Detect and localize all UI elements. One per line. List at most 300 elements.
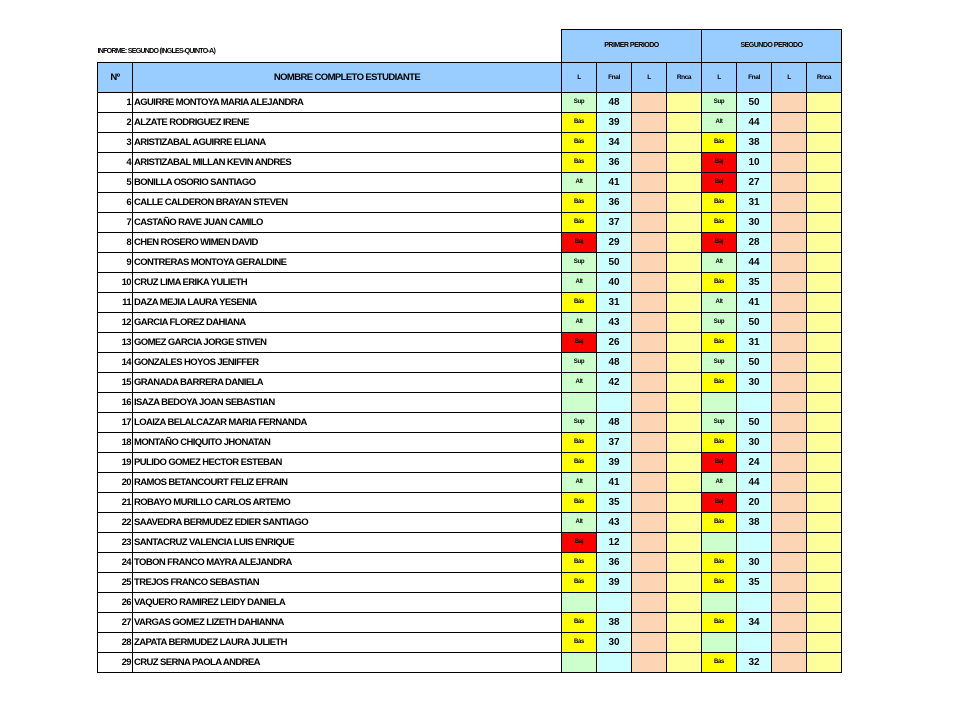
- student-number: 25: [98, 572, 133, 592]
- p1-level-cell: [632, 212, 667, 232]
- p2-level-cell: [772, 272, 807, 292]
- p1-recovery-cell: [667, 212, 702, 232]
- student-name: ISAZA BEDOYA JOAN SEBASTIAN: [133, 392, 562, 412]
- table-row: [98, 272, 842, 292]
- p2-performance-level: Bás: [702, 572, 737, 592]
- p2-final-grade: 44: [737, 472, 772, 492]
- student-name: PULIDO GOMEZ HECTOR ESTEBAN: [133, 452, 562, 472]
- student-number: 16: [98, 392, 133, 412]
- p1-level-cell: [632, 432, 667, 452]
- p1-performance-level: Sup: [562, 92, 597, 112]
- p2-performance-level: Bás: [702, 512, 737, 532]
- p1-final-grade: 39: [597, 572, 632, 592]
- p2-level-cell: [772, 292, 807, 312]
- p1-final-grade: 39: [597, 452, 632, 472]
- p1-performance-level: Bás: [562, 432, 597, 452]
- p2-level-cell: [772, 452, 807, 472]
- p1-level-cell: [632, 592, 667, 612]
- p2-recovery-cell: [807, 632, 842, 652]
- p2-final-grade: 41: [737, 292, 772, 312]
- p1-recovery-cell: [667, 412, 702, 432]
- p2-final-grade: 50: [737, 92, 772, 112]
- p2-performance-level: [702, 632, 737, 652]
- p2-performance-level: Bás: [702, 372, 737, 392]
- p2-level-cell: [772, 492, 807, 512]
- p2-performance-level: Baj: [702, 232, 737, 252]
- p2-recovery-cell: [807, 532, 842, 552]
- p2-recovery-cell: [807, 432, 842, 452]
- student-name: ARISTIZABAL MILLAN KEVIN ANDRES: [133, 152, 562, 172]
- p2-performance-level: Sup: [702, 352, 737, 372]
- table-row: [98, 472, 842, 492]
- p1-final-grade: 41: [597, 172, 632, 192]
- p2-level-cell: [772, 412, 807, 432]
- p1-recovery-cell: [667, 572, 702, 592]
- student-name: BONILLA OSORIO SANTIAGO: [133, 172, 562, 192]
- name-header: NOMBRE COMPLETO ESTUDIANTE: [133, 62, 562, 92]
- p1-performance-level: [562, 392, 597, 412]
- table-row: [98, 372, 842, 392]
- p1-performance-level: Sup: [562, 352, 597, 372]
- p2-level-cell: [772, 612, 807, 632]
- p1-final-grade: 39: [597, 112, 632, 132]
- student-number: 23: [98, 532, 133, 552]
- p1-performance-level: Alt: [562, 372, 597, 392]
- table-row: [98, 292, 842, 312]
- p2-final-grade: 28: [737, 232, 772, 252]
- student-name: SANTACRUZ VALENCIA LUIS ENRIQUE: [133, 532, 562, 552]
- p1-recovery-cell: [667, 652, 702, 672]
- p2-level-cell: [772, 532, 807, 552]
- student-name: CRUZ SERNA PAOLA ANDREA: [133, 652, 562, 672]
- student-number: 12: [98, 312, 133, 332]
- p1-final-grade: 48: [597, 352, 632, 372]
- p1-recovery-cell: [667, 592, 702, 612]
- p1-level-cell: [632, 412, 667, 432]
- p2-performance-level: Bás: [702, 612, 737, 632]
- student-name: GRANADA BARRERA DANIELA: [133, 372, 562, 392]
- p2-level-cell: [772, 432, 807, 452]
- p1-final-grade: 36: [597, 192, 632, 212]
- p1-performance-level: Baj: [562, 532, 597, 552]
- p1-level-cell: [632, 312, 667, 332]
- p1-performance-level: [562, 592, 597, 612]
- p2-level-cell: [772, 212, 807, 232]
- p1-final-header: Fnal: [597, 62, 632, 92]
- student-number: 29: [98, 652, 133, 672]
- p1-performance-level: Bás: [562, 552, 597, 572]
- student-number: 10: [98, 272, 133, 292]
- student-number: 2: [98, 112, 133, 132]
- table-row: [98, 172, 842, 192]
- p2-recovery-cell: [807, 92, 842, 112]
- student-name: ALZATE RODRIGUEZ IRENE: [133, 112, 562, 132]
- p2-performance-level: [702, 532, 737, 552]
- p1-performance-level: Sup: [562, 252, 597, 272]
- p2-final-grade: 34: [737, 612, 772, 632]
- student-name: GARCIA FLOREZ DAHIANA: [133, 312, 562, 332]
- student-number: 18: [98, 432, 133, 452]
- p2-performance-level: Baj: [702, 452, 737, 472]
- p2-recovery-cell: [807, 372, 842, 392]
- p1-performance-level: Bás: [562, 492, 597, 512]
- p2-performance-level: Baj: [702, 152, 737, 172]
- student-name: TOBON FRANCO MAYRA ALEJANDRA: [133, 552, 562, 572]
- table-row: [98, 532, 842, 552]
- table-row: [98, 212, 842, 232]
- p2-recovery-cell: [807, 232, 842, 252]
- p1-recovery-cell: [667, 132, 702, 152]
- student-name: AGUIRRE MONTOYA MARIA ALEJANDRA: [133, 92, 562, 112]
- p2-level-cell: [772, 312, 807, 332]
- p2-performance-level: Bás: [702, 132, 737, 152]
- p2-level-cell: [772, 632, 807, 652]
- table-row: [98, 612, 842, 632]
- p1-final-grade: 50: [597, 252, 632, 272]
- p1-level-cell: [632, 472, 667, 492]
- student-name: DAZA MEJIA LAURA YESENIA: [133, 292, 562, 312]
- p1-level2-header: L: [632, 62, 667, 92]
- p1-level-cell: [632, 152, 667, 172]
- p2-final-grade: 31: [737, 332, 772, 352]
- p1-final-grade: 37: [597, 432, 632, 452]
- p1-level-cell: [632, 372, 667, 392]
- p1-performance-level: Bás: [562, 452, 597, 472]
- p2-performance-level: Bás: [702, 332, 737, 352]
- p2-level-cell: [772, 92, 807, 112]
- p1-final-grade: 41: [597, 472, 632, 492]
- grades-table: [97, 29, 842, 673]
- p1-level-cell: [632, 572, 667, 592]
- p1-recovery-cell: [667, 252, 702, 272]
- student-number: 20: [98, 472, 133, 492]
- p1-level-cell: [632, 272, 667, 292]
- p2-final-grade: 50: [737, 412, 772, 432]
- p2-performance-level: Baj: [702, 172, 737, 192]
- p2-recovery-cell: [807, 192, 842, 212]
- p1-recovery-cell: [667, 352, 702, 372]
- p1-performance-level: Bás: [562, 632, 597, 652]
- student-number: 19: [98, 452, 133, 472]
- student-number: 6: [98, 192, 133, 212]
- p1-final-grade: 35: [597, 492, 632, 512]
- student-name: VAQUERO RAMIREZ LEIDY DANIELA: [133, 592, 562, 612]
- p2-level-cell: [772, 652, 807, 672]
- column-header-row: [98, 62, 842, 92]
- p2-recovery-cell: [807, 612, 842, 632]
- p2-level-cell: [772, 192, 807, 212]
- table-row: [98, 92, 842, 112]
- p2-level-cell: [772, 232, 807, 252]
- student-number: 26: [98, 592, 133, 612]
- p1-performance-level: Bás: [562, 292, 597, 312]
- p1-performance-level: Bás: [562, 612, 597, 632]
- p1-recovery-cell: [667, 232, 702, 252]
- p1-level-cell: [632, 352, 667, 372]
- p1-final-grade: 43: [597, 512, 632, 532]
- p2-recovery-cell: [807, 272, 842, 292]
- p2-final-grade: [737, 392, 772, 412]
- student-number: 4: [98, 152, 133, 172]
- p1-final-grade: 48: [597, 92, 632, 112]
- p1-final-grade: 37: [597, 212, 632, 232]
- p2-final-grade: 30: [737, 432, 772, 452]
- p1-final-grade: 30: [597, 632, 632, 652]
- p1-level-cell: [632, 332, 667, 352]
- student-name: ROBAYO MURILLO CARLOS ARTEMO: [133, 492, 562, 512]
- p2-final-grade: 35: [737, 572, 772, 592]
- p1-level-cell: [632, 492, 667, 512]
- p2-recovery-cell: [807, 492, 842, 512]
- p2-recovery-cell: [807, 172, 842, 192]
- p1-performance-level: Baj: [562, 232, 597, 252]
- table-row: [98, 572, 842, 592]
- p2-performance-level: [702, 392, 737, 412]
- table-row: [98, 512, 842, 532]
- p2-recovery-cell: [807, 352, 842, 372]
- p1-recovery-cell: [667, 532, 702, 552]
- p1-performance-level: Alt: [562, 272, 597, 292]
- p2-final-grade: 24: [737, 452, 772, 472]
- p1-recovery-cell: [667, 432, 702, 452]
- p2-level-header: L: [702, 62, 737, 92]
- p2-final-grade: [737, 532, 772, 552]
- p1-recovery-cell: [667, 172, 702, 192]
- p1-level-cell: [632, 532, 667, 552]
- student-number: 7: [98, 212, 133, 232]
- student-name: SAAVEDRA BERMUDEZ EDIER SANTIAGO: [133, 512, 562, 532]
- p2-level-cell: [772, 512, 807, 532]
- p1-performance-level: Bás: [562, 212, 597, 232]
- p2-performance-level: Bás: [702, 212, 737, 232]
- p2-level-cell: [772, 352, 807, 372]
- p1-level-cell: [632, 252, 667, 272]
- p2-performance-level: Alt: [702, 112, 737, 132]
- p1-recovery-cell: [667, 372, 702, 392]
- p1-recovery-cell: [667, 492, 702, 512]
- p1-performance-level: Alt: [562, 472, 597, 492]
- p1-level-cell: [632, 612, 667, 632]
- p2-recovery-cell: [807, 332, 842, 352]
- p1-recovery-cell: [667, 472, 702, 492]
- table-row: [98, 112, 842, 132]
- p1-level-cell: [632, 512, 667, 532]
- p2-performance-level: Sup: [702, 312, 737, 332]
- p2-level-cell: [772, 392, 807, 412]
- p1-level-cell: [632, 552, 667, 572]
- student-number: 22: [98, 512, 133, 532]
- p2-performance-level: [702, 592, 737, 612]
- student-name: TREJOS FRANCO SEBASTIAN: [133, 572, 562, 592]
- p1-level-cell: [632, 392, 667, 412]
- student-name: CASTAÑO RAVE JUAN CAMILO: [133, 212, 562, 232]
- p2-performance-level: Baj: [702, 492, 737, 512]
- student-name: VARGAS GOMEZ LIZETH DAHIANNA: [133, 612, 562, 632]
- p1-recovery-cell: [667, 632, 702, 652]
- p1-recovery-cell: [667, 332, 702, 352]
- report-title: INFORME: SEGUNDO (INGLES-QUINTO-A): [97, 47, 216, 55]
- table-row: [98, 632, 842, 652]
- student-number: 27: [98, 612, 133, 632]
- p1-level-cell: [632, 112, 667, 132]
- p1-performance-level: Bás: [562, 112, 597, 132]
- p2-final-header: Fnal: [737, 62, 772, 92]
- p2-final-grade: 30: [737, 372, 772, 392]
- student-number: 17: [98, 412, 133, 432]
- p1-recovery-cell: [667, 312, 702, 332]
- student-number: 11: [98, 292, 133, 312]
- student-number: 24: [98, 552, 133, 572]
- table-row: [98, 492, 842, 512]
- p1-recovery-cell: [667, 612, 702, 632]
- p2-level-cell: [772, 552, 807, 572]
- p2-level-cell: [772, 472, 807, 492]
- p1-level-cell: [632, 652, 667, 672]
- p1-final-grade: 34: [597, 132, 632, 152]
- student-name: GOMEZ GARCIA JORGE STIVEN: [133, 332, 562, 352]
- p2-final-grade: 38: [737, 132, 772, 152]
- p2-final-grade: 10: [737, 152, 772, 172]
- p2-final-grade: 38: [737, 512, 772, 532]
- p2-level2-header: L: [772, 62, 807, 92]
- p2-level-cell: [772, 592, 807, 612]
- p1-final-grade: 29: [597, 232, 632, 252]
- table-row: [98, 232, 842, 252]
- p1-recovery-cell: [667, 192, 702, 212]
- p1-recovery-cell: [667, 112, 702, 132]
- p1-level-cell: [632, 192, 667, 212]
- table-row: [98, 412, 842, 432]
- student-name: CRUZ LIMA ERIKA YULIETH: [133, 272, 562, 292]
- student-name: CONTRERAS MONTOYA GERALDINE: [133, 252, 562, 272]
- table-row: [98, 592, 842, 612]
- p1-recovery-cell: [667, 512, 702, 532]
- p1-recovery-cell: [667, 552, 702, 572]
- table-row: [98, 252, 842, 272]
- student-number: 8: [98, 232, 133, 252]
- p2-performance-level: Sup: [702, 412, 737, 432]
- table-row: [98, 652, 842, 672]
- student-number: 14: [98, 352, 133, 372]
- p2-performance-level: Sup: [702, 92, 737, 112]
- table-row: [98, 552, 842, 572]
- p1-level-cell: [632, 292, 667, 312]
- p1-level-cell: [632, 92, 667, 112]
- p1-performance-level: Alt: [562, 312, 597, 332]
- p1-final-grade: 38: [597, 612, 632, 632]
- student-number: 5: [98, 172, 133, 192]
- p1-final-grade: 36: [597, 152, 632, 172]
- student-name: ARISTIZABAL AGUIRRE ELIANA: [133, 132, 562, 152]
- p2-recovery-cell: [807, 312, 842, 332]
- student-number: 28: [98, 632, 133, 652]
- p1-final-grade: 12: [597, 532, 632, 552]
- p2-recovery-cell: [807, 212, 842, 232]
- p1-performance-level: Baj: [562, 332, 597, 352]
- p2-final-grade: 32: [737, 652, 772, 672]
- student-name: RAMOS BETANCOURT FELIZ EFRAIN: [133, 472, 562, 492]
- p2-final-grade: 20: [737, 492, 772, 512]
- p2-performance-level: Bás: [702, 552, 737, 572]
- student-number: 1: [98, 92, 133, 112]
- p2-level-cell: [772, 372, 807, 392]
- p1-final-grade: 48: [597, 412, 632, 432]
- p2-recovery-cell: [807, 132, 842, 152]
- student-name: LOAIZA BELALCAZAR MARIA FERNANDA: [133, 412, 562, 432]
- p2-final-grade: 27: [737, 172, 772, 192]
- p2-performance-level: Bás: [702, 192, 737, 212]
- p2-performance-level: Bás: [702, 652, 737, 672]
- p1-performance-level: Bás: [562, 152, 597, 172]
- student-name: GONZALES HOYOS JENIFFER: [133, 352, 562, 372]
- student-name: ZAPATA BERMUDEZ LAURA JULIETH: [133, 632, 562, 652]
- p2-recovery-cell: [807, 512, 842, 532]
- p2-recovery-cell: [807, 292, 842, 312]
- p1-final-grade: [597, 652, 632, 672]
- p1-level-header: L: [562, 62, 597, 92]
- p1-final-grade: [597, 392, 632, 412]
- p2-final-grade: [737, 632, 772, 652]
- p1-performance-level: Alt: [562, 512, 597, 532]
- student-number: 13: [98, 332, 133, 352]
- p1-recovery-cell: [667, 272, 702, 292]
- student-name: MONTAÑO CHIQUITO JHONATAN: [133, 432, 562, 452]
- p1-recovery-cell: [667, 152, 702, 172]
- p2-recovery-cell: [807, 572, 842, 592]
- p2-performance-level: Alt: [702, 472, 737, 492]
- p1-recovery-cell: [667, 392, 702, 412]
- p1-performance-level: Bás: [562, 572, 597, 592]
- p2-recovery-cell: [807, 652, 842, 672]
- student-number: 3: [98, 132, 133, 152]
- p1-final-grade: [597, 592, 632, 612]
- p2-final-grade: 30: [737, 552, 772, 572]
- table-row: [98, 432, 842, 452]
- student-number: 21: [98, 492, 133, 512]
- p2-performance-level: Bás: [702, 272, 737, 292]
- p2-recovery-cell: [807, 392, 842, 412]
- period-2-header: SEGUNDO PERIODO: [702, 30, 842, 63]
- table-row: [98, 132, 842, 152]
- p1-final-grade: 36: [597, 552, 632, 572]
- p2-final-grade: 50: [737, 352, 772, 372]
- p1-final-grade: 42: [597, 372, 632, 392]
- p2-final-grade: 31: [737, 192, 772, 212]
- p2-level-cell: [772, 252, 807, 272]
- p2-recovery-cell: [807, 112, 842, 132]
- p1-level-cell: [632, 232, 667, 252]
- p2-recovery-cell: [807, 252, 842, 272]
- p2-recovery-cell: [807, 412, 842, 432]
- table-row: [98, 312, 842, 332]
- p2-final-grade: 44: [737, 252, 772, 272]
- p2-level-cell: [772, 572, 807, 592]
- p1-final-grade: 31: [597, 292, 632, 312]
- p1-final-grade: 40: [597, 272, 632, 292]
- p1-level-cell: [632, 132, 667, 152]
- table-row: [98, 152, 842, 172]
- table-row: [98, 332, 842, 352]
- p2-level-cell: [772, 112, 807, 132]
- p2-final-grade: 30: [737, 212, 772, 232]
- p2-performance-level: Alt: [702, 292, 737, 312]
- p1-recovery-cell: [667, 452, 702, 472]
- student-name: CALLE CALDERON BRAYAN STEVEN: [133, 192, 562, 212]
- p2-recovery-header: Rnca: [807, 62, 842, 92]
- p1-level-cell: [632, 632, 667, 652]
- period-1-header: PRIMER PERIODO: [562, 30, 702, 63]
- table-row: [98, 192, 842, 212]
